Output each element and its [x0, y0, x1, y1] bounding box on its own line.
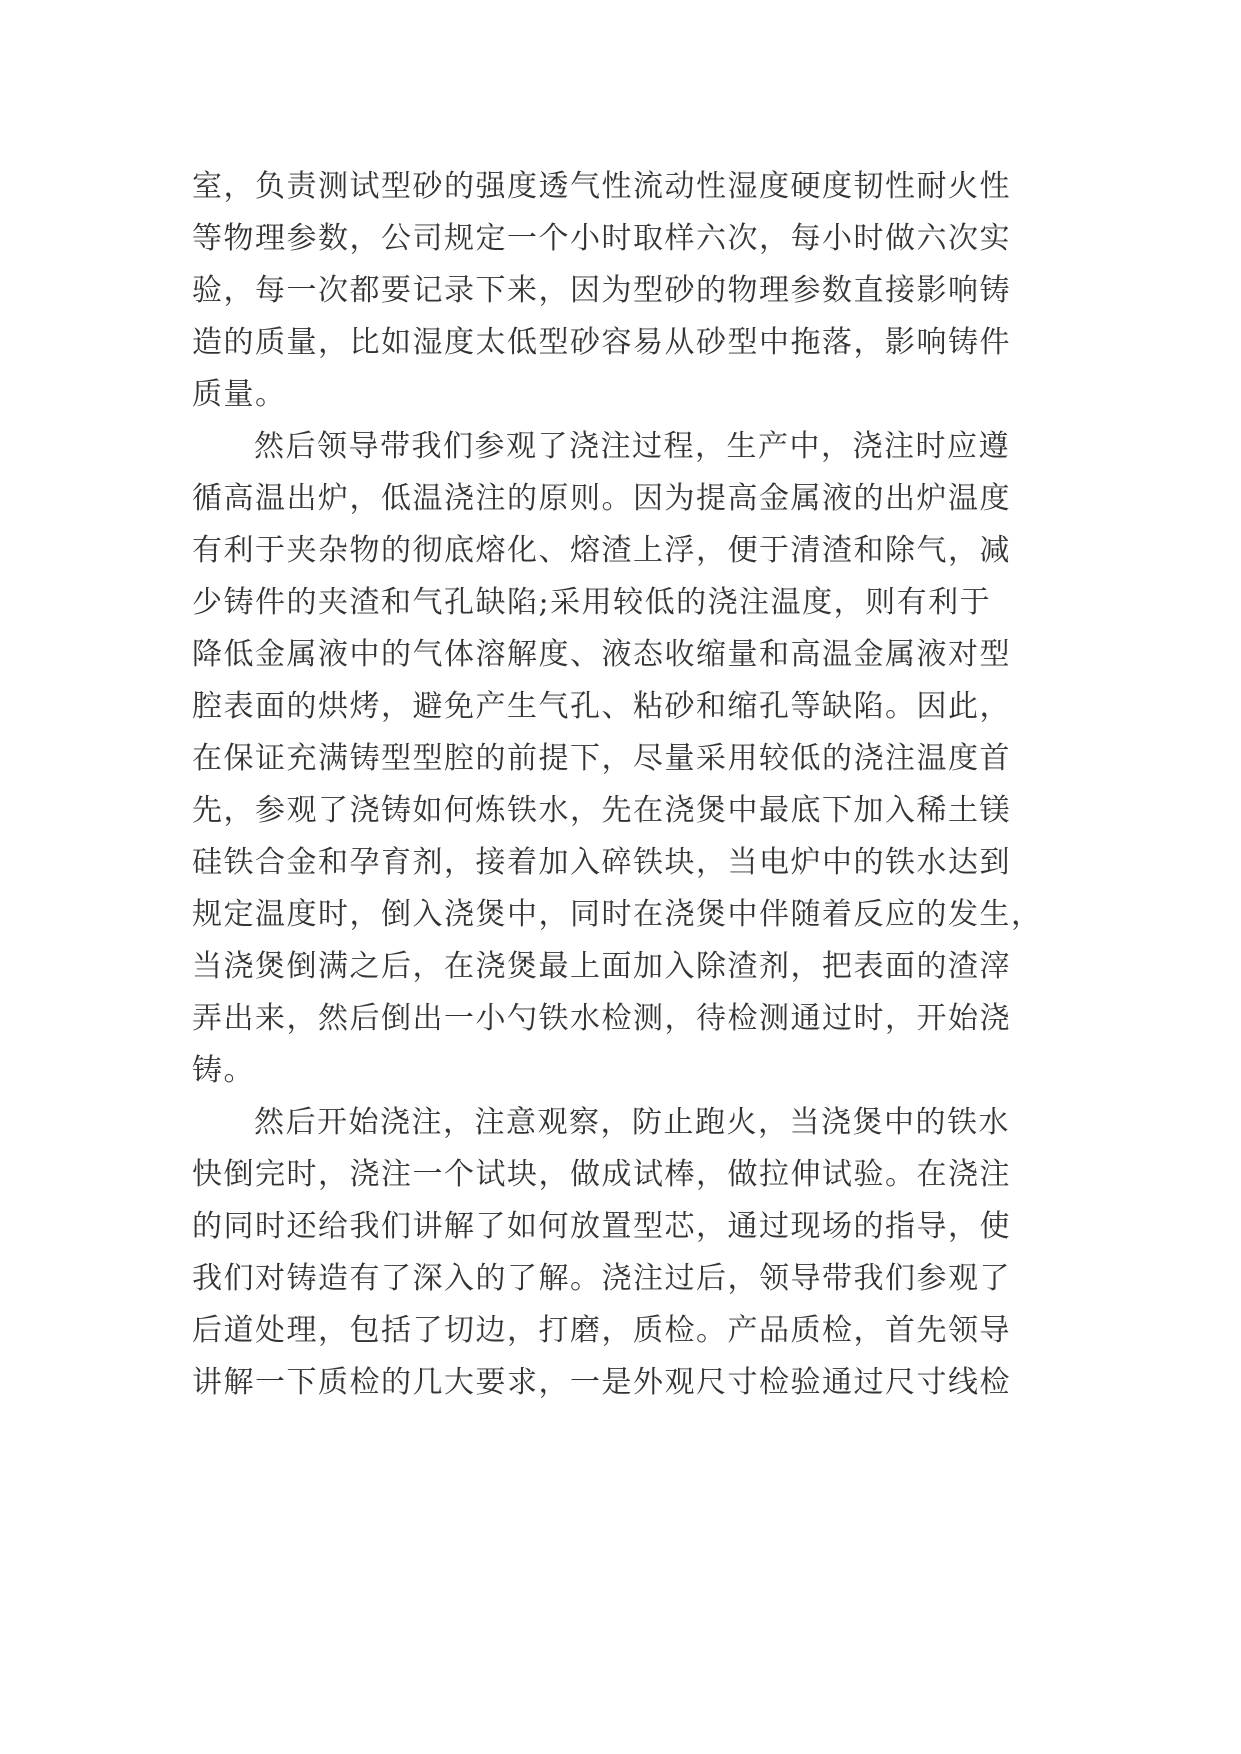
text-line: 质量。: [192, 377, 287, 412]
text-line: 造的质量，比如湿度太低型砂容易从砂型中拖落，影响铸件: [192, 325, 1011, 360]
text-line: 硅铁合金和孕育剂，接着加入碎铁块，当电炉中的铁水达到: [192, 845, 1011, 880]
text-line: 然后领导带我们参观了浇注过程，生产中，浇注时应遵: [254, 429, 1010, 464]
text-line: 弄出来，然后倒出一小勺铁水检测，待检测通过时，开始浇: [192, 1001, 1011, 1036]
paragraph: [192, 1097, 1052, 1409]
text-line: 腔表面的烘烤，避免产生气孔、粘砂和缩孔等缺陷。因此，: [192, 689, 1011, 724]
text-line: 然后开始浇注，注意观察，防止跑火，当浇煲中的铁水: [254, 1105, 1010, 1140]
text-line: 快倒完时，浇注一个试块，做成试棒，做拉伸试验。在浇注: [192, 1157, 1011, 1192]
body-text: [192, 161, 1052, 1409]
text-line: 后道处理，包括了切边，打磨，质检。产品质检，首先领导: [192, 1313, 1011, 1348]
text-line: 循高温出炉，低温浇注的原则。因为提高金属液的出炉温度: [192, 481, 1011, 516]
text-line: 我们对铸造有了深入的了解。浇注过后，领导带我们参观了: [192, 1261, 1011, 1296]
text-line: 的同时还给我们讲解了如何放置型芯，通过现场的指导，使: [192, 1209, 1011, 1244]
text-line: 讲解一下质检的几大要求，一是外观尺寸检验通过尺寸线检: [192, 1365, 1011, 1400]
paragraph: [192, 421, 1052, 1097]
text-line: 当浇煲倒满之后，在浇煲最上面加入除渣剂，把表面的渣滓: [192, 949, 1011, 984]
text-line: 有利于夹杂物的彻底熔化、熔渣上浮，便于清渣和除气，减: [192, 533, 1011, 568]
text-line: 降低金属液中的气体溶解度、液态收缩量和高温金属液对型: [192, 637, 1011, 672]
text-line: 等物理参数，公司规定一个小时取样六次，每小时做六次实: [192, 221, 1011, 256]
text-line: 先，参观了浇铸如何炼铁水，先在浇煲中最底下加入稀土镁: [192, 793, 1011, 828]
text-line: 少铸件的夹渣和气孔缺陷;采用较低的浇注温度，则有利于: [192, 585, 992, 620]
text-line: 在保证充满铸型型腔的前提下，尽量采用较低的浇注温度首: [192, 741, 1011, 776]
text-line: 铸。: [192, 1053, 255, 1088]
text-line: 室，负责测试型砂的强度透气性流动性湿度硬度韧性耐火性: [192, 169, 1011, 204]
text-line: 规定温度时，倒入浇煲中，同时在浇煲中伴随着反应的发生，: [192, 897, 1043, 932]
text-line: 验，每一次都要记录下来，因为型砂的物理参数直接影响铸: [192, 273, 1011, 308]
paragraph: [192, 161, 1052, 421]
